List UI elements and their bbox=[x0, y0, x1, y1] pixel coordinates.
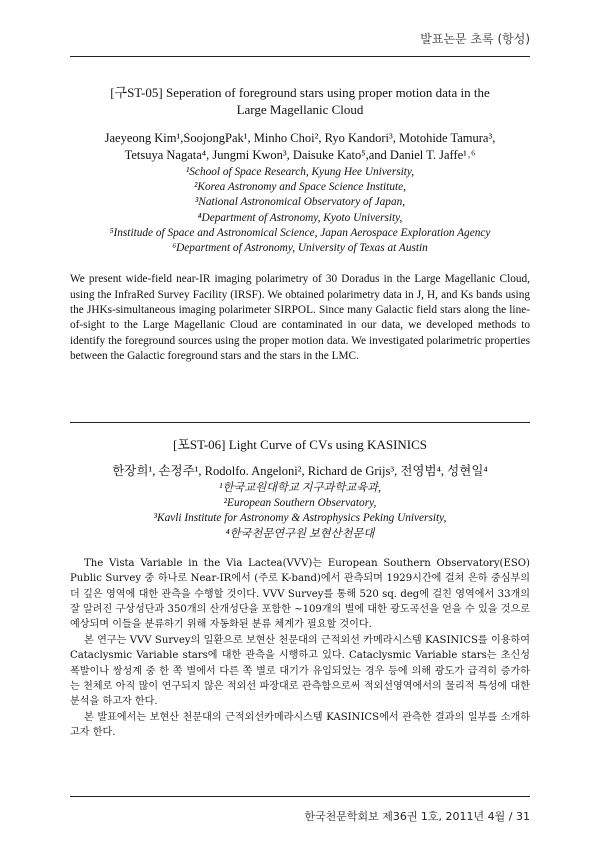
author-list: 한장희¹, 손정주¹, Rodolfo. Angeloni², Richard de Grijs³, 전영범⁴, 성현일⁴ bbox=[112, 464, 488, 478]
affiliation: ⁴한국천문연구원 보현산천문대 bbox=[225, 527, 375, 540]
section-divider bbox=[70, 422, 530, 423]
author-line: Jaeyeong Kim¹,SoojongPak¹, Minho Choi², Ryo Kandori³, Motohide Tamura³, bbox=[104, 131, 496, 145]
abstract-title bbox=[70, 84, 530, 118]
title-line: [구ST-05] Seperation of foreground stars using proper motion data in the bbox=[110, 85, 490, 100]
affiliation: ³Kavli Institute for Astronomy & Astrophysics Peking University, bbox=[153, 512, 447, 525]
body-paragraph: 본 연구는 VVV Survey의 일환으로 보현산 천문대의 근적외선 카메라시스템 KASINICS를 이용하여 Cataclysmic Variable stars에 대한 관측을 시행하고 있다. Cataclysmic Variable stars는 초신성 폭발이나 쌍성계 중 한 쪽 별에서 다른 쪽 별로 대기가 유입되었는 경우 등에 의해 광도가 급격히 증가하는 천체로 아직 많이 연구되지 않은 적외선 파장대로 관측함으로써 적외선영역에서의 물리적 특성에 대한 분석을 하고자 한다. bbox=[70, 634, 530, 708]
affiliation: ⁵Institude of Space and Astronomical Science, Japan Aerospace Exploration Agency bbox=[109, 226, 491, 239]
abstract-title: [포ST-06] Light Curve of CVs using KASINICS bbox=[172, 437, 428, 452]
affiliation-list bbox=[70, 165, 530, 256]
affiliation: ²Korea Astronomy and Space Science Institute, bbox=[194, 181, 406, 194]
page-header bbox=[70, 20, 530, 60]
affiliation: ¹School of Space Research, Kyung Hee University, bbox=[185, 166, 415, 178]
affiliation: ¹한국교원대학교 지구과학교육과, bbox=[219, 482, 381, 494]
affiliation-list bbox=[70, 481, 530, 542]
affiliation: ⁴Department of Astronomy, Kyoto University, bbox=[197, 211, 403, 224]
body-paragraph: The Vista Variable in the Via Lactea(VVV)는 European Southern Observatory(ESO) Public Survey 중 하나로 Near-IR에서 (주로 K-band)에서 관측되며 1929시간에 걸쳐 은하 중심부의 더 깊은 영역에 대한 관측을 수행할 것이다. VVV Survey를 통해 520 sq. deg에 걸친 영역에서 33개의 잘 알려진 구상성단과 350개의 산개성단을 포함한 ~109개의 별에 대한 광도곡선을 얻을 수 있을 것으로 예상되며 이들을 분류하기 위해 자동화된 분류 체계가 필요할 것이다. bbox=[70, 557, 530, 631]
author-list bbox=[70, 130, 530, 164]
affiliation: ²European Southern Observatory, bbox=[223, 497, 377, 510]
journal-footer: 한국천문학회보 제36권 1호, 2011년 4월 / 31 bbox=[304, 810, 530, 823]
affiliation: ⁶Department of Astronomy, University of Texas at Austin bbox=[172, 242, 428, 255]
abstract-st06 bbox=[70, 436, 530, 741]
body-paragraph: 본 발표에서는 보현산 천문대의 근적외선카메라시스템 KASINICS에서 관측한 결과의 일부를 소개하고자 한다. bbox=[70, 711, 530, 739]
title-line: Large Magellanic Cloud bbox=[236, 102, 364, 117]
footer-rule bbox=[70, 796, 530, 797]
header-rule bbox=[70, 56, 530, 57]
author-line: Tetsuya Nagata⁴, Jungmi Kwon³, Daisuke Kato⁵,and Daniel T. Jaffe¹˒⁶ bbox=[124, 148, 476, 162]
abstract-st05 bbox=[70, 84, 530, 365]
abstract-body: We present wide-field near-IR imaging polarimetry of 30 Doradus in the Large Magellanic Cloud, using the InfraRed Survey Facility (IRSF). We obtained polarimetry data in J, H, and Ks bands using the JHKs-simultaneous imaging polarimeter SIRPOL. Since many Galactic field stars along the line-of-sight to the Large Magellanic Cloud are contaminated in our data, we developed methods to identify the foreground sources using the proper motion data. We investigated polarimetric properties between the Galactic foreground stars and the stars in the LMC. bbox=[70, 273, 530, 363]
affiliation: ³National Astronomical Observatory of Japan, bbox=[194, 196, 406, 209]
abstract-body bbox=[70, 556, 530, 741]
section-label: 발표논문 초록 (항성) bbox=[420, 32, 530, 46]
